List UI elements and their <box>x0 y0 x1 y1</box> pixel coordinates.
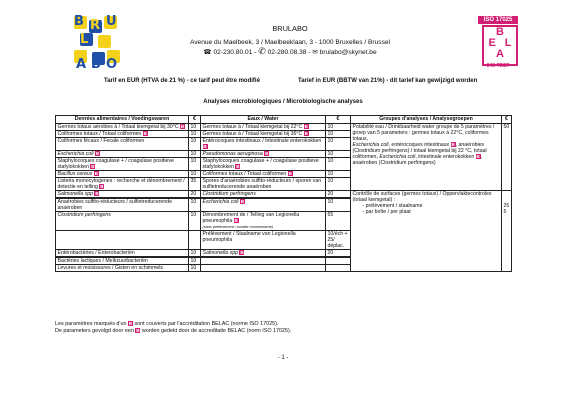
food-price: 10 <box>189 265 201 272</box>
water-cell <box>201 171 326 178</box>
food-cell <box>56 124 189 131</box>
logo-letter: U <box>106 14 117 29</box>
food-cell <box>56 178 189 191</box>
belac-badge: B <box>240 199 245 205</box>
tariff-note-nl: Tarief in EUR (BBTW van 21%) - dit tarief kan gewijzigd worden <box>298 78 478 84</box>
belac-badge: B <box>91 164 95 170</box>
food-price: 10 <box>189 258 201 265</box>
belac-badge: B <box>180 124 185 130</box>
food-price: 10 <box>189 250 201 257</box>
cell-text: Coliformes fécaux / Fecale coliformen <box>57 138 145 144</box>
cell-text: Coliformes totaux / Totaal coliformen <box>57 131 142 137</box>
email: brulabo@skynet.be <box>319 49 377 56</box>
logo-letter: B <box>74 14 84 29</box>
water-price: 10 <box>326 171 351 178</box>
belac-badge: B <box>265 151 269 157</box>
cell-text: Entérobactéries / Enterobacteriën <box>57 250 135 256</box>
food-price: 10 <box>189 151 201 158</box>
table-header-row <box>56 116 512 124</box>
logo-letter: L <box>80 32 89 47</box>
cell-text: Entérocoques intestinaux / Intestinale enterokokken <box>202 138 322 144</box>
belac-number: 348-TEST <box>486 63 510 69</box>
brulabo-logo-text <box>70 14 130 72</box>
belac-badge: B <box>100 184 104 190</box>
water-cell <box>201 158 326 171</box>
cell-text: Pseudomonas aeruginosa <box>202 151 263 157</box>
belac-badge: B <box>451 142 455 148</box>
cell-text: Germes totaux à / Totaal kiemgetal bij 22°C <box>202 124 303 130</box>
fax-icon: ✆ <box>258 46 266 56</box>
col-header-price: € <box>189 116 201 124</box>
water-cell <box>201 124 326 131</box>
col-header-food: Denrées alimentaires / Voedingswaren <box>56 116 189 124</box>
cell-text: Listeria monocytogenes : recherche et dénombrement / detectie en telling <box>57 178 185 190</box>
phone-icon: ☎ <box>203 49 212 56</box>
water-price: 10/éch + 25/ déplac. <box>326 231 351 250</box>
logo-letter: A <box>76 57 87 72</box>
logo-letter: R <box>90 18 101 33</box>
cell-text: Germes totaux à / Totaal kiemgetal bij 36°C <box>202 131 303 137</box>
belac-badge: B <box>304 131 308 137</box>
cell-subtext: (sans prélèvement / zonder monsername) <box>202 225 273 229</box>
cell-text: Spores d'anaérobies sulfito-réducteurs / sporen van sulfietreducerende anaëroben <box>202 178 322 190</box>
water-price: 10 <box>326 138 351 151</box>
food-cell <box>56 171 189 178</box>
food-price <box>189 231 201 250</box>
contact-line: ☎ 02-230.80.01 - ✆ 02-280.08.38 - ✉ brulabo@skynet.be <box>203 46 377 56</box>
belac-badge: B <box>288 171 292 177</box>
water-price: 10 <box>326 131 351 138</box>
cell-text: Bacillus cereus <box>57 171 93 177</box>
water-price: 10 <box>326 124 351 131</box>
food-price: 10 <box>189 138 201 151</box>
tariff-note-fr: Tarif en EUR (HTVA de 21 %) - ce tarif peut être modifié <box>104 78 260 84</box>
accreditation-note-nl: De parameters gevolgd door een B worden gedekt door de accreditatie BELAC (norm ISO 17025). <box>55 328 292 334</box>
food-price: 35 <box>189 178 201 191</box>
belac-badge: B <box>234 218 238 224</box>
water-cell <box>201 231 326 250</box>
logo-letter: O <box>106 57 118 72</box>
page-number: - 1 - <box>277 355 289 361</box>
water-cell <box>201 151 326 158</box>
food-price: 20 <box>189 191 201 198</box>
cell-text: Levures et moisissures / Gisten en schimmels <box>57 265 164 271</box>
cell-text: Staphylocoques coagulase + / coagulase positieve stafylokokken <box>57 158 174 170</box>
cell-text: Prélèvement / Staalname van Legionella pneumophila <box>202 231 296 243</box>
food-price: 10 <box>189 171 201 178</box>
food-price: 10 <box>189 158 201 171</box>
belac-badge: B <box>94 171 98 177</box>
letterhead <box>150 24 430 57</box>
water-price: 20 <box>326 191 351 198</box>
water-price: 65 <box>326 212 351 231</box>
col-header-water: Eaux / Water <box>201 116 326 124</box>
belac-badge: B <box>136 328 140 334</box>
food-cell <box>56 199 189 212</box>
food-price: 10 <box>189 124 201 131</box>
group-surfaces-price: 25 5 <box>502 191 512 272</box>
address: Avenue du Maelbeek, 3 / Maelbeeklaan, 3 - 1000 Bruxelles / Brussel <box>189 39 390 46</box>
table-row <box>56 124 512 131</box>
group-surfaces: Contrôle de surfaces (germes totaux) / Oppervlaktecontroles (totaal kiemgetal) : - prélèvement / staalname - par boîte / per plaat <box>351 191 502 272</box>
water-price: 20 <box>326 250 351 257</box>
phone: 02-230.80.01 <box>213 49 253 56</box>
water-cell <box>201 131 326 138</box>
col-header-groups: Groupes d'analyses / Analysegroepen <box>351 116 502 124</box>
cell-text: Clostridium perfringens <box>202 191 256 197</box>
cell-text: Bactéries lactiques / Melkzuurbacteriën <box>57 258 148 264</box>
belac-badge: B <box>476 154 480 160</box>
group-potability-price: 50 <box>502 124 512 191</box>
accreditation-note-fr: Les paramètres marqués d'un B sont couverts par l'accréditation BELAC (norme ISO 17025). <box>55 321 279 327</box>
food-price: 10 <box>189 199 201 212</box>
food-cell <box>56 258 189 265</box>
belac-badge: B <box>128 321 133 327</box>
belac-badge: B <box>304 124 308 130</box>
cell-text: Escherichia coli <box>202 199 239 205</box>
water-cell <box>201 212 326 231</box>
cell-text: Salmonella spp <box>202 250 238 256</box>
food-cell <box>56 131 189 138</box>
water-cell <box>201 138 326 151</box>
food-price: 10 <box>189 212 201 231</box>
cell-text: Dénombrement de / Telling van Legionella pneumophila <box>202 212 300 224</box>
water-cell <box>201 199 326 212</box>
cell-text: Clostridium perfringens <box>57 212 111 218</box>
cell-text: Escherichia coli <box>57 151 94 157</box>
cell-text: Anaérobies sulfito-réducteurs / sulfietreducerende anaëroben <box>57 199 172 211</box>
group-potability: Potabilité eau / Drinkbaarheid water groupe de 5 paramètres / groep van 5 parameters : germes totaux à 22°C, coliformes totaux, Escherichia coli, entérocoques intestinaux B, anaérobies (Clostridium perfringens) / totaal kiemgetal bij 22 °C, totaal coliformen, Escherichia coli, intestinale enterokokken B, anaëroben (Clostridium perfringens) <box>351 124 502 191</box>
food-cell <box>56 265 189 272</box>
logo-letter: B <box>91 57 101 72</box>
belac-badge: B <box>203 144 207 150</box>
section-title: Analyses microbiologiques / Microbiologische analyses <box>203 99 363 105</box>
water-price: 10 <box>326 178 351 191</box>
cell-text: Salmonella spp <box>57 191 93 197</box>
food-cell <box>56 191 189 198</box>
water-cell <box>201 191 326 198</box>
food-cell <box>56 138 189 151</box>
belac-badge: B <box>240 250 244 256</box>
belac-badge: B <box>95 151 100 157</box>
cell-text: Germes totaux aérobies à / Totaal kiemgetal bij 30°C <box>57 124 179 130</box>
col-header-price: € <box>502 116 512 124</box>
food-cell <box>56 212 189 231</box>
col-header-price: € <box>326 116 351 124</box>
fax: 02-280.08.38 <box>267 49 307 56</box>
cell-text: Staphylocoques coagulase + / coagulase positieve stafylokokken <box>202 158 319 170</box>
cell-text: Coliformes totaux / Totaal coliformen <box>202 171 287 177</box>
food-cell <box>56 250 189 257</box>
belac-badge: B <box>236 164 240 170</box>
price-table <box>55 115 512 272</box>
water-cell <box>201 258 326 265</box>
belac-badge: B <box>143 131 147 137</box>
org-name: BRULABO <box>272 24 308 33</box>
iso-label: ISO 17025 <box>478 16 518 24</box>
water-price: 10 <box>326 199 351 212</box>
water-cell <box>201 250 326 257</box>
belac-accreditation-logo <box>478 16 518 68</box>
food-cell <box>56 158 189 171</box>
water-cell <box>201 178 326 191</box>
water-price <box>326 265 351 272</box>
email-icon: ✉ <box>312 49 318 56</box>
water-price: 10 <box>326 158 351 171</box>
table-row <box>56 191 512 198</box>
food-price: 10 <box>189 131 201 138</box>
water-price: 10 <box>326 151 351 158</box>
belac-badge: B <box>95 191 99 197</box>
water-price <box>326 258 351 265</box>
belac-letters: B E L A <box>482 25 518 66</box>
water-cell <box>201 265 326 272</box>
food-cell <box>56 231 189 250</box>
food-cell <box>56 151 189 158</box>
